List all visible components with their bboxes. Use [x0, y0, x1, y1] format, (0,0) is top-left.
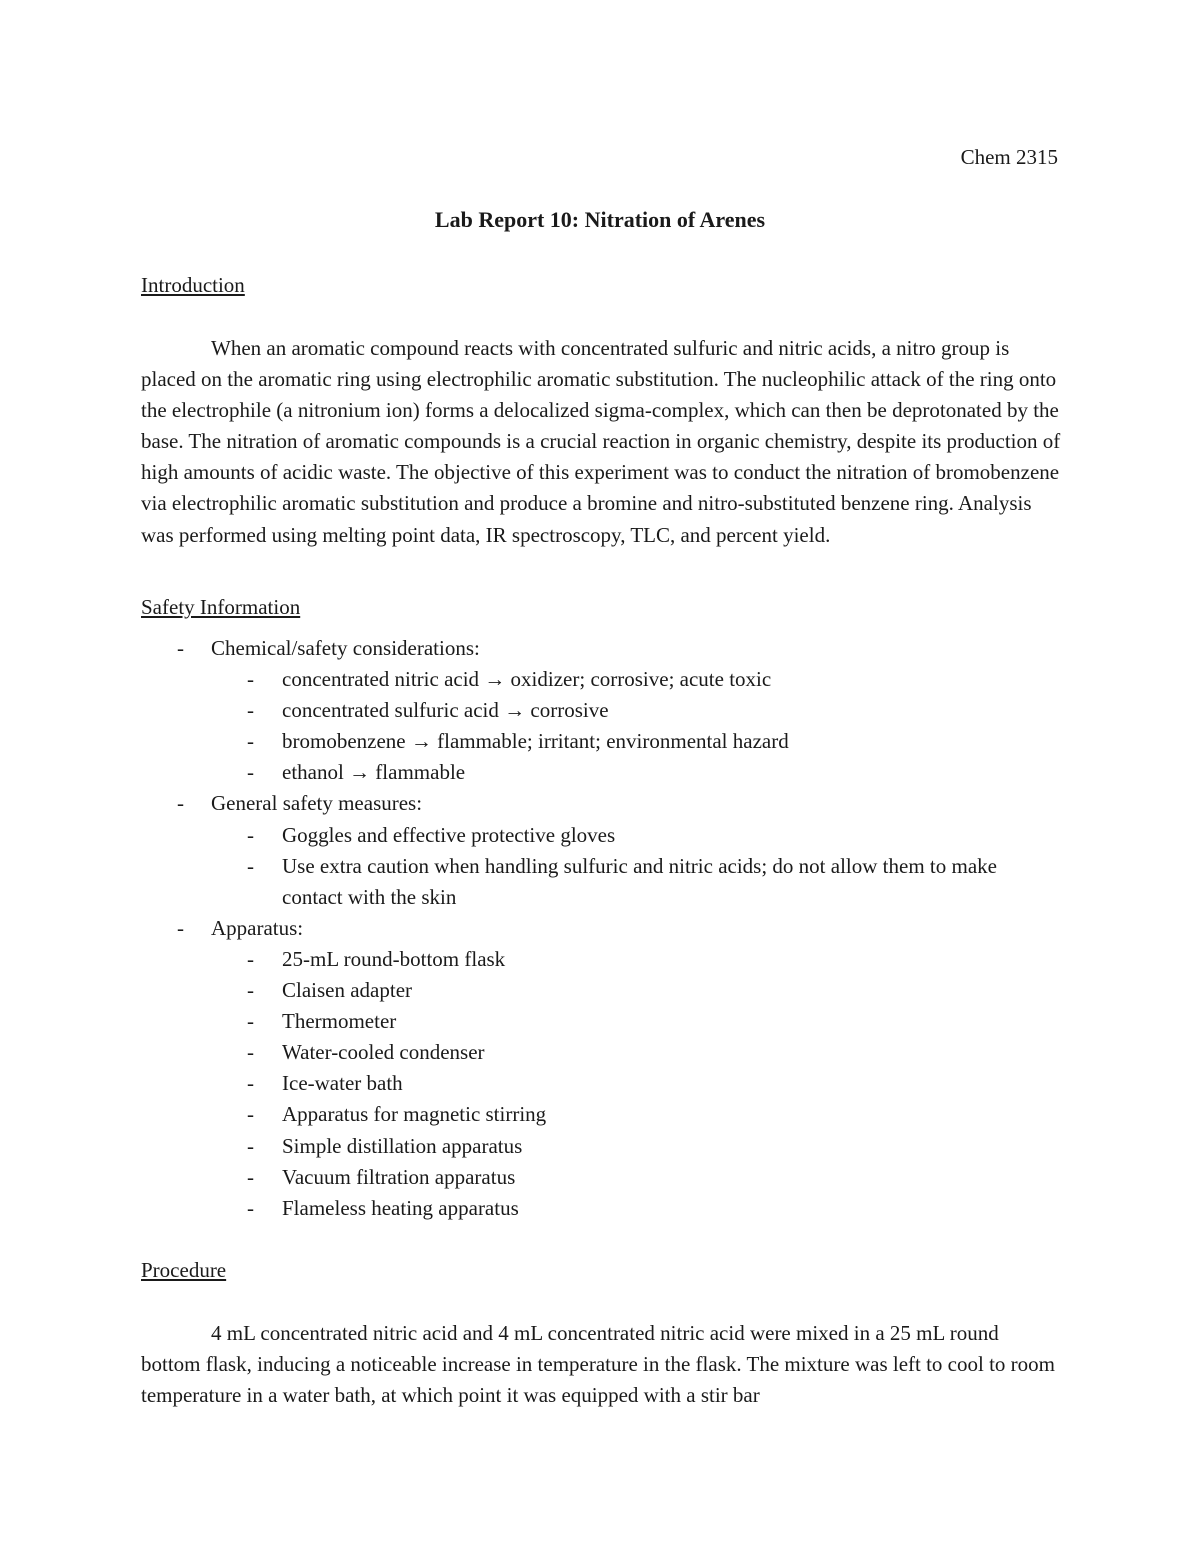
list-item — [211, 820, 1061, 851]
list-item — [211, 1131, 1061, 1162]
list-dash: - — [247, 1164, 254, 1189]
list-dash: - — [247, 853, 254, 878]
list-item-text: ethanol → flammable — [282, 760, 466, 785]
safety-sublist — [211, 820, 1061, 913]
safety-sublist — [211, 664, 1061, 788]
list-dash: - — [177, 791, 184, 816]
page-title: Lab Report 10: Nitration of Arenes — [434, 207, 766, 232]
safety-sublist — [211, 944, 1061, 1224]
list-item — [211, 1006, 1061, 1037]
safety-group — [141, 913, 1061, 1224]
safety-group-label: Apparatus: — [211, 915, 304, 940]
list-item — [211, 1193, 1061, 1224]
list-item — [211, 695, 1061, 726]
list-dash: - — [247, 729, 254, 754]
course-label: Chem 2315 — [960, 145, 1058, 169]
list-item-text: Simple distillation apparatus — [282, 1133, 523, 1158]
list-dash: - — [247, 1102, 254, 1127]
safety-group-label: Chemical/safety considerations: — [211, 636, 480, 660]
list-dash: - — [247, 760, 254, 785]
introduction-text: When an aromatic compound reacts with concentrated sulfuric and nitric acids, a nitro group is placed on the aromatic ring using electrophilic aromatic substitution. The nucleophilic attack of the ring onto the electrophile (a nitronium ion) forms a delocalized sigma-complex, which can then be deprotonated by the base. The nitration of aromatic compounds is a crucial reaction in organic chemistry, despite its production of high amounts of acidic waste. The objective of this experiment was to conduct the nitration of bromobenzene via electrophilic aromatic substitution and produce a bromine and nitro-substituted benzene ring. Analysis was performed using melting point data, IR spectroscopy, TLC, and percent yield. — [141, 336, 1061, 547]
safety-group — [141, 633, 1061, 788]
list-dash: - — [247, 1009, 254, 1034]
list-item-text: concentrated sulfuric acid → corrosive — [282, 698, 609, 723]
introduction-heading: Introduction — [141, 273, 245, 297]
list-item-text: concentrated nitric acid → oxidizer; corrosive; acute toxic — [282, 667, 772, 692]
list-dash: - — [247, 667, 254, 692]
list-item-text: Vacuum filtration apparatus — [282, 1164, 516, 1189]
list-item — [211, 664, 1061, 695]
list-item-text: bromobenzene → flammable; irritant; environmental hazard — [282, 729, 789, 754]
list-dash: - — [247, 1133, 254, 1158]
procedure-paragraph — [141, 1318, 1061, 1411]
list-dash: - — [247, 698, 254, 723]
list-item-text: Goggles and effective protective gloves — [282, 822, 616, 847]
list-item — [211, 1099, 1061, 1130]
list-item — [211, 975, 1061, 1006]
procedure-heading: Procedure — [141, 1258, 227, 1282]
list-item — [211, 1068, 1061, 1099]
safety-group — [141, 788, 1061, 912]
introduction-paragraph — [141, 333, 1061, 551]
list-item-text: Thermometer — [282, 1009, 397, 1034]
list-item-text: Water-cooled condenser — [282, 1040, 485, 1065]
safety-group-label: General safety measures: — [211, 791, 423, 816]
list-dash: - — [247, 978, 254, 1003]
procedure-text: 4 mL concentrated nitric acid and 4 mL concentrated nitric acid were mixed in a 25 mL round bottom flask, inducing a noticeable increase in temperature in the flask. The mixture was left to cool to room temperature in a water bath, at which point it was equipped with a stir bar — [141, 1321, 1056, 1408]
list-dash: - — [247, 946, 254, 971]
list-item-text: Claisen adapter — [282, 978, 413, 1003]
list-item — [211, 726, 1061, 757]
list-item-text: Use extra caution when handling sulfuric and nitric acids; do not allow them to make contact with the skin — [282, 853, 997, 909]
list-dash: - — [247, 1071, 254, 1096]
list-item — [211, 757, 1061, 788]
list-dash: - — [177, 915, 184, 940]
list-item — [211, 1037, 1061, 1068]
list-dash: - — [247, 1195, 254, 1220]
list-item-text: 25-mL round-bottom flask — [282, 946, 506, 971]
list-item-text: Apparatus for magnetic stirring — [282, 1102, 547, 1127]
list-item-text: Ice-water bath — [282, 1071, 403, 1096]
list-dash: - — [177, 636, 184, 660]
list-dash: - — [247, 822, 254, 847]
list-item — [211, 944, 1061, 975]
list-item-text: Flameless heating apparatus — [282, 1195, 519, 1220]
list-item — [211, 851, 1061, 913]
list-item — [211, 1162, 1061, 1193]
safety-list — [141, 633, 1061, 1224]
list-dash: - — [247, 1040, 254, 1065]
safety-heading: Safety Information — [141, 595, 301, 619]
